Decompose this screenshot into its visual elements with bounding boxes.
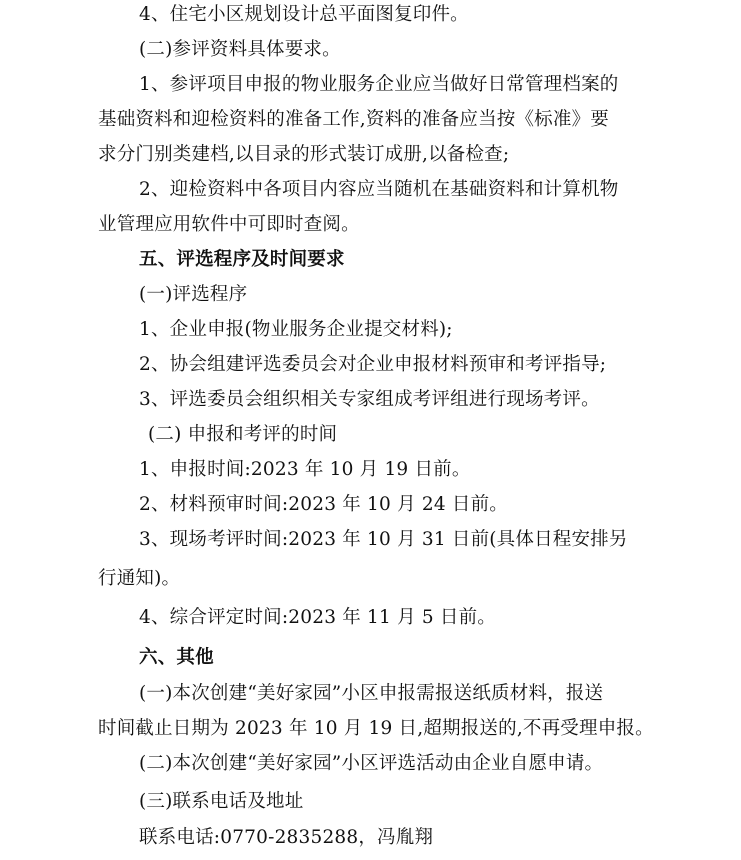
text-line: 1、企业申报(物业服务企业提交材料); [139,319,453,340]
text-line: 2、协会组建评选委员会对企业申报材料预审和考评指导; [139,354,607,375]
section-heading: 六、其他 [139,647,214,668]
text-line: 1、参评项目申报的物业服务企业应当做好日常管理档案的 [139,74,619,95]
text-line: 基础资料和迎检资料的准备工作,资料的准备应当按《标准》要 [98,109,609,130]
text-line: 业管理应用软件中可即时查阅。 [98,214,360,235]
text-line: 1、申报时间:2023 年 10 月 19 日前。 [139,459,471,480]
text-line: (三)联系电话及地址 [139,791,304,812]
section-heading: 五、评选程序及时间要求 [139,249,345,270]
text-line: (一)评选程序 [139,284,248,305]
text-line: 3、评选委员会组织相关专家组成考评组进行现场考评。 [139,389,600,410]
text-line: (二)本次创建“美好家园”小区评选活动由企业自愿申请。 [139,753,604,774]
text-line: 求分门别类建档,以目录的形式装订成册,以备检查; [98,144,510,165]
text-line: (一)本次创建“美好家园”小区申报需报送纸质材料，报送 [139,683,604,704]
text-line: 行通知)。 [98,568,181,589]
text-line: 时间截止日期为 2023 年 10 月 19 日,超期报送的,不再受理申报。 [98,718,654,739]
text-line: 3、现场考评时间:2023 年 10 月 31 日前(具体日程安排另 [139,529,628,550]
text-line: 2、迎检资料中各项目内容应当随机在基础资料和计算机物 [139,179,619,200]
text-line: (二)参评资料具体要求。 [139,39,341,60]
text-line: 2、材料预审时间:2023 年 10 月 24 日前。 [139,494,508,515]
text-line: (二) 申报和考评的时间 [148,424,338,445]
text-line: 4、综合评定时间:2023 年 11 月 5 日前。 [139,607,496,628]
text-line: 联系电话:0770-2835288，冯胤翔 [139,827,434,848]
text-line: 4、住宅小区规划设计总平面图复印件。 [139,4,469,25]
